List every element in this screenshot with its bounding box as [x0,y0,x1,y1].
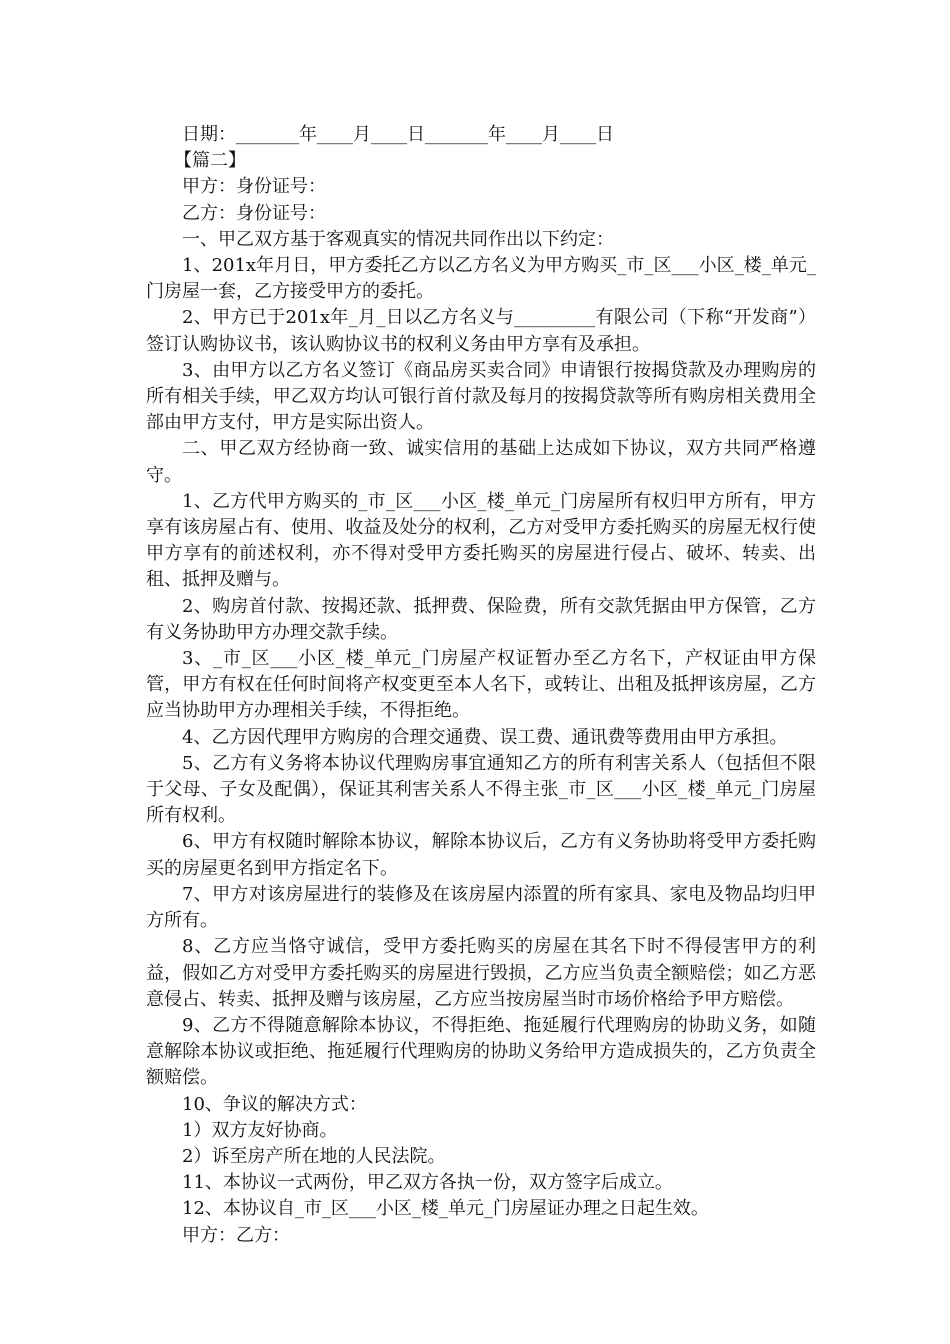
signature-line: 甲方：乙方： [182,1224,290,1246]
clause-one-intro: 一、甲乙双方基于客观真实的情况共同作出以下约定： [182,228,614,250]
part-one-item: 3、由甲方以乙方名义签订《商品房买卖合同》申请银行按揭贷款及办理购房的所有相关手续，甲乙双方均认可银行首付款及每月的按揭贷款等所有购房相关费用全部由甲方支付，甲方是实际出资人。 [146,359,816,434]
part-two-item: 2、购房首付款、按揭还款、抵押费、保险费，所有交款凭据由甲方保管，乙方有义务协助甲方办理交款手续。 [146,595,816,643]
part-one-item: 1、201x年月日，甲方委托乙方以乙方名义为甲方购买_市_区___小区_楼_单元_门房屋一套，乙方接受甲方的委托。 [146,255,816,303]
part-two-item: 5、乙方有义务将本协议代理购房事宜通知乙方的所有利害关系人（包括但不限于父母、子女及配偶），保证其利害关系人不得主张_市_区___小区_楼_单元_门房屋所有权利。 [146,752,816,827]
part-two-item: 6、甲方有权随时解除本协议，解除本协议后，乙方有义务协助将受甲方委托购买的房屋更名到甲方指定名下。 [146,831,816,879]
dispute-option: 1）双方友好协商。 [182,1119,338,1141]
part-two-item: 4、乙方因代理甲方购房的合理交通费、误工费、通讯费等费用由甲方承担。 [182,726,788,748]
part-one-item: 2、甲方已于201x年_月_日以乙方名义与_________有限公司（下称“开发商”）签订认购协议书，该认购协议书的权利义务由甲方享有及承担。 [146,307,816,355]
part-two-item: 9、乙方不得随意解除本协议，不得拒绝、拖延履行代理购房的协助义务，如随意解除本协议或拒绝、拖延履行代理购房的协助义务给甲方造成损失的，乙方负责全额赔偿。 [146,1014,816,1089]
section-title: 【篇二】 [174,150,246,172]
clause-12: 12、本协议自_市_区___小区_楼_单元_门房屋证办理之日起生效。 [182,1198,709,1220]
part-two-item: 7、甲方对该房屋进行的装修及在该房屋内添置的所有家具、家电及物品均归甲方所有。 [146,883,816,932]
clause-11: 11、本协议一式两份，甲乙双方各执一份，双方签字后成立。 [182,1172,673,1194]
part-two-item: 1、乙方代甲方购买的_市_区___小区_楼_单元_门房屋所有权归甲方所有，甲方享有该房屋占有、使用、收益及处分的权利，乙方对受甲方委托购买的房屋无权行使甲方享有的前述权利，亦不得对受甲方委托购买的房屋进行侵占、破坏、转卖、出租、抵押及赠与。 [146,490,816,591]
party-b-id: 乙方：身份证号： [182,202,326,224]
dispute-title: 10、争议的解决方式： [182,1093,367,1115]
part-two-item: 3、_市_区___小区_楼_单元_门房屋产权证暂办至乙方名下，产权证由甲方保管，甲方有权在任何时间将产权变更至本人名下，或转让、出租及抵押该房屋，乙方应当协助甲方办理相关手续，不得拒绝。 [146,648,816,722]
date-line: 日期：_______年____月____日_______年____月____日 [182,124,614,145]
part-two-item: 8、乙方应当恪守诚信，受甲方委托购买的房屋在其名下时不得侵害甲方的利益，假如乙方对受甲方委托购买的房屋进行毁损，乙方应当负责全额赔偿；如乙方恶意侵占、转卖、抵押及赠与该房屋，乙方应当按房屋当时市场价格给予甲方赔偿。 [146,936,816,1010]
party-a-id: 甲方：身份证号： [182,176,326,198]
dispute-option: 2）诉至房产所在地的人民法院。 [182,1145,446,1167]
clause-two-intro: 二、甲乙双方经协商一致、诚实信用的基础上达成如下协议，双方共同严格遵守。 [146,438,816,486]
document-page [146,122,816,1249]
